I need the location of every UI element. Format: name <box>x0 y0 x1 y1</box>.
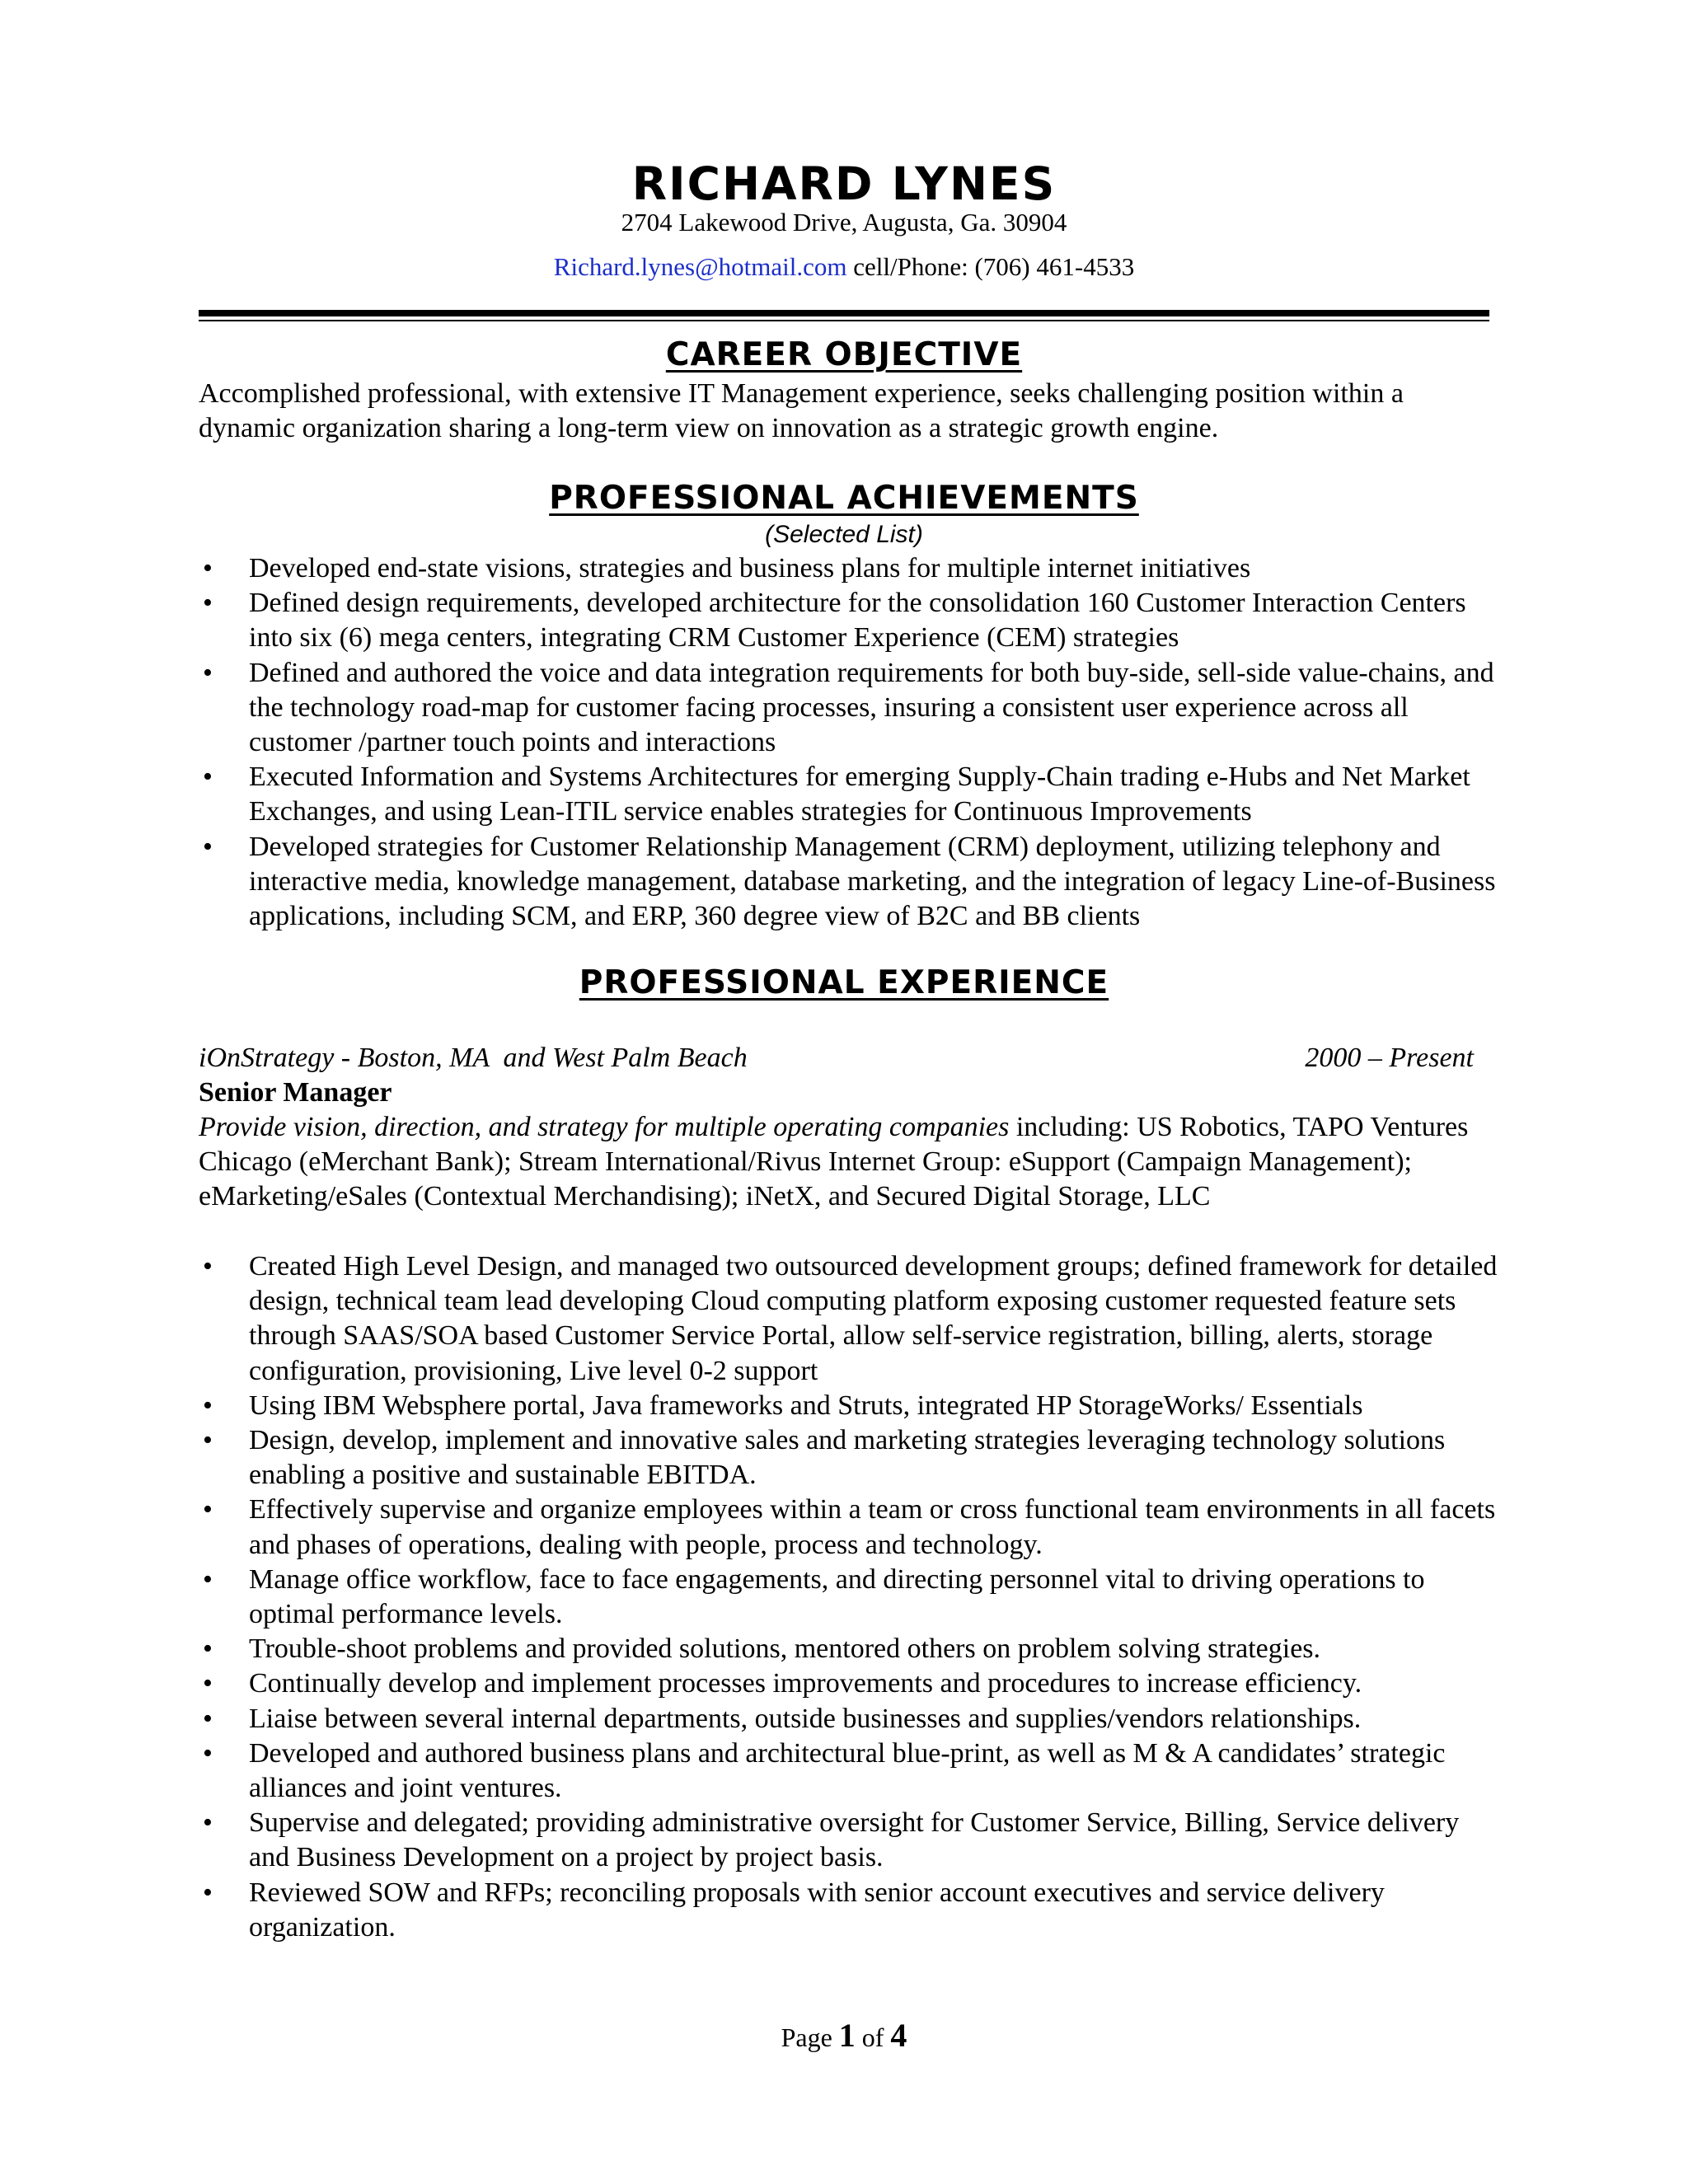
page-total: 4 <box>890 2017 907 2054</box>
candidate-name: RICHARD LYNES <box>631 157 1057 210</box>
job-summary-rest: including: US Robotics, TAPO Ventures Chicago (eMerchant Bank); Stream International/Rivus Internet Group: eSupport (Campaign Management); eMarketing/eSales (Contextual Merchandising); iNetX, and Secured Digital Storage, LLC <box>199 1112 1469 1212</box>
list-item: • Developed end-state visions, strategies and business plans for multiple internet initiatives <box>199 551 1501 586</box>
email-link[interactable]: Richard.lynes@hotmail.com <box>553 252 847 281</box>
list-item: • Defined and authored the voice and data integration requirements for both buy-side, sell-side value-chains, and the technology road-map for customer facing processes, insuring a consistent user experience across all customer /partner touch points and interactions <box>199 656 1501 761</box>
of-label: of <box>861 2022 884 2052</box>
list-item: • Reviewed SOW and RFPs; reconciling proposals with senior account executives and service delivery organization. <box>199 1876 1501 1945</box>
section-title-objective: CAREER OBJECTIVE <box>665 336 1023 373</box>
address: 2704 Lakewood Drive, Augusta, Ga. 30904 <box>621 208 1067 237</box>
list-item: • Liaise between several internal departments, outside businesses and supplies/vendors relationships. <box>199 1702 1501 1736</box>
list-item: • Trouble-shoot problems and provided solutions, mentored others on problem solving strategies. <box>199 1632 1501 1666</box>
contact-line <box>0 251 1688 284</box>
job-title: Senior Manager <box>199 1077 392 1108</box>
achievements-list <box>199 551 1501 934</box>
job-summary-italic: Provide vision, direction, and strategy for multiple operating companies <box>199 1112 1010 1142</box>
list-item: • Developed and authored business plans and architectural blue-print, as well as M & A candidates’ strategic alliances and joint ventures. <box>199 1736 1501 1806</box>
header-divider-thick <box>199 310 1489 316</box>
objective-text: Accomplished professional, with extensive IT Management experience, seeks challenging position within a dynamic organization sharing a long-term view on innovation as a strategic growth engine. <box>199 378 1404 443</box>
list-item: • Continually develop and implement processes improvements and procedures to increase efficiency. <box>199 1666 1501 1701</box>
list-item: • Supervise and delegated; providing administrative oversight for Customer Service, Billing, Service delivery and Business Development on a project by project basis. <box>199 1806 1501 1875</box>
list-item: • Executed Information and Systems Architectures for emerging Supply-Chain trading e-Hubs and Net Market Exchanges, and using Lean-ITIL service enables strategies for Continuous Improvements <box>199 760 1501 829</box>
page-current: 1 <box>838 2017 856 2054</box>
phone: cell/Phone: (706) 461-4533 <box>853 252 1135 281</box>
achievements-subtitle: (Selected List) <box>765 521 923 548</box>
list-item: • Created High Level Design, and managed two outsourced development groups; defined framework for detailed design, technical team lead developing Cloud computing platform exposing customer requested feature sets through SAAS/SOA based Customer Service Portal, allow self-service registration, billing, alerts, storage configuration, provisioning, Live level 0-2 support <box>199 1249 1501 1389</box>
list-item: • Defined design requirements, developed architecture for the consolidation 160 Customer Interaction Centers into six (6) mega centers, integrating CRM Customer Experience (CEM) strategies <box>199 586 1501 655</box>
job-header <box>199 1041 1474 1076</box>
header-divider-thin <box>199 320 1489 321</box>
list-item: • Manage office workflow, face to face engagements, and directing personnel vital to driving operations to optimal performance levels. <box>199 1563 1501 1632</box>
list-item: • Effectively supervise and organize employees within a team or cross functional team environments in all facets and phases of operations, dealing with people, process and technology. <box>199 1493 1501 1562</box>
section-title-experience: PROFESSIONAL EXPERIENCE <box>579 964 1109 1001</box>
job-dates: 2000 – Present <box>1305 1043 1474 1073</box>
list-item: • Design, develop, implement and innovative sales and marketing strategies leveraging technology solutions enabling a positive and sustainable EBITDA. <box>199 1423 1501 1493</box>
experience-list <box>199 1249 1501 1945</box>
company-location: iOnStrategy - Boston, MA and West Palm Beach <box>199 1043 748 1073</box>
page-label: Page <box>781 2022 832 2052</box>
page-footer <box>0 2018 1688 2055</box>
job-summary <box>199 1110 1501 1214</box>
section-title-achievements: PROFESSIONAL ACHIEVEMENTS <box>549 480 1139 517</box>
list-item: • Developed strategies for Customer Relationship Management (CRM) deployment, utilizing telephony and interactive media, knowledge management, database marketing, and the integration of legacy Line-of-Business applications, including SCM, and ERP, 360 degree view of B2C and BB clients <box>199 830 1501 935</box>
list-item: • Using IBM Websphere portal, Java frameworks and Struts, integrated HP StorageWorks/ Essentials <box>199 1389 1501 1423</box>
